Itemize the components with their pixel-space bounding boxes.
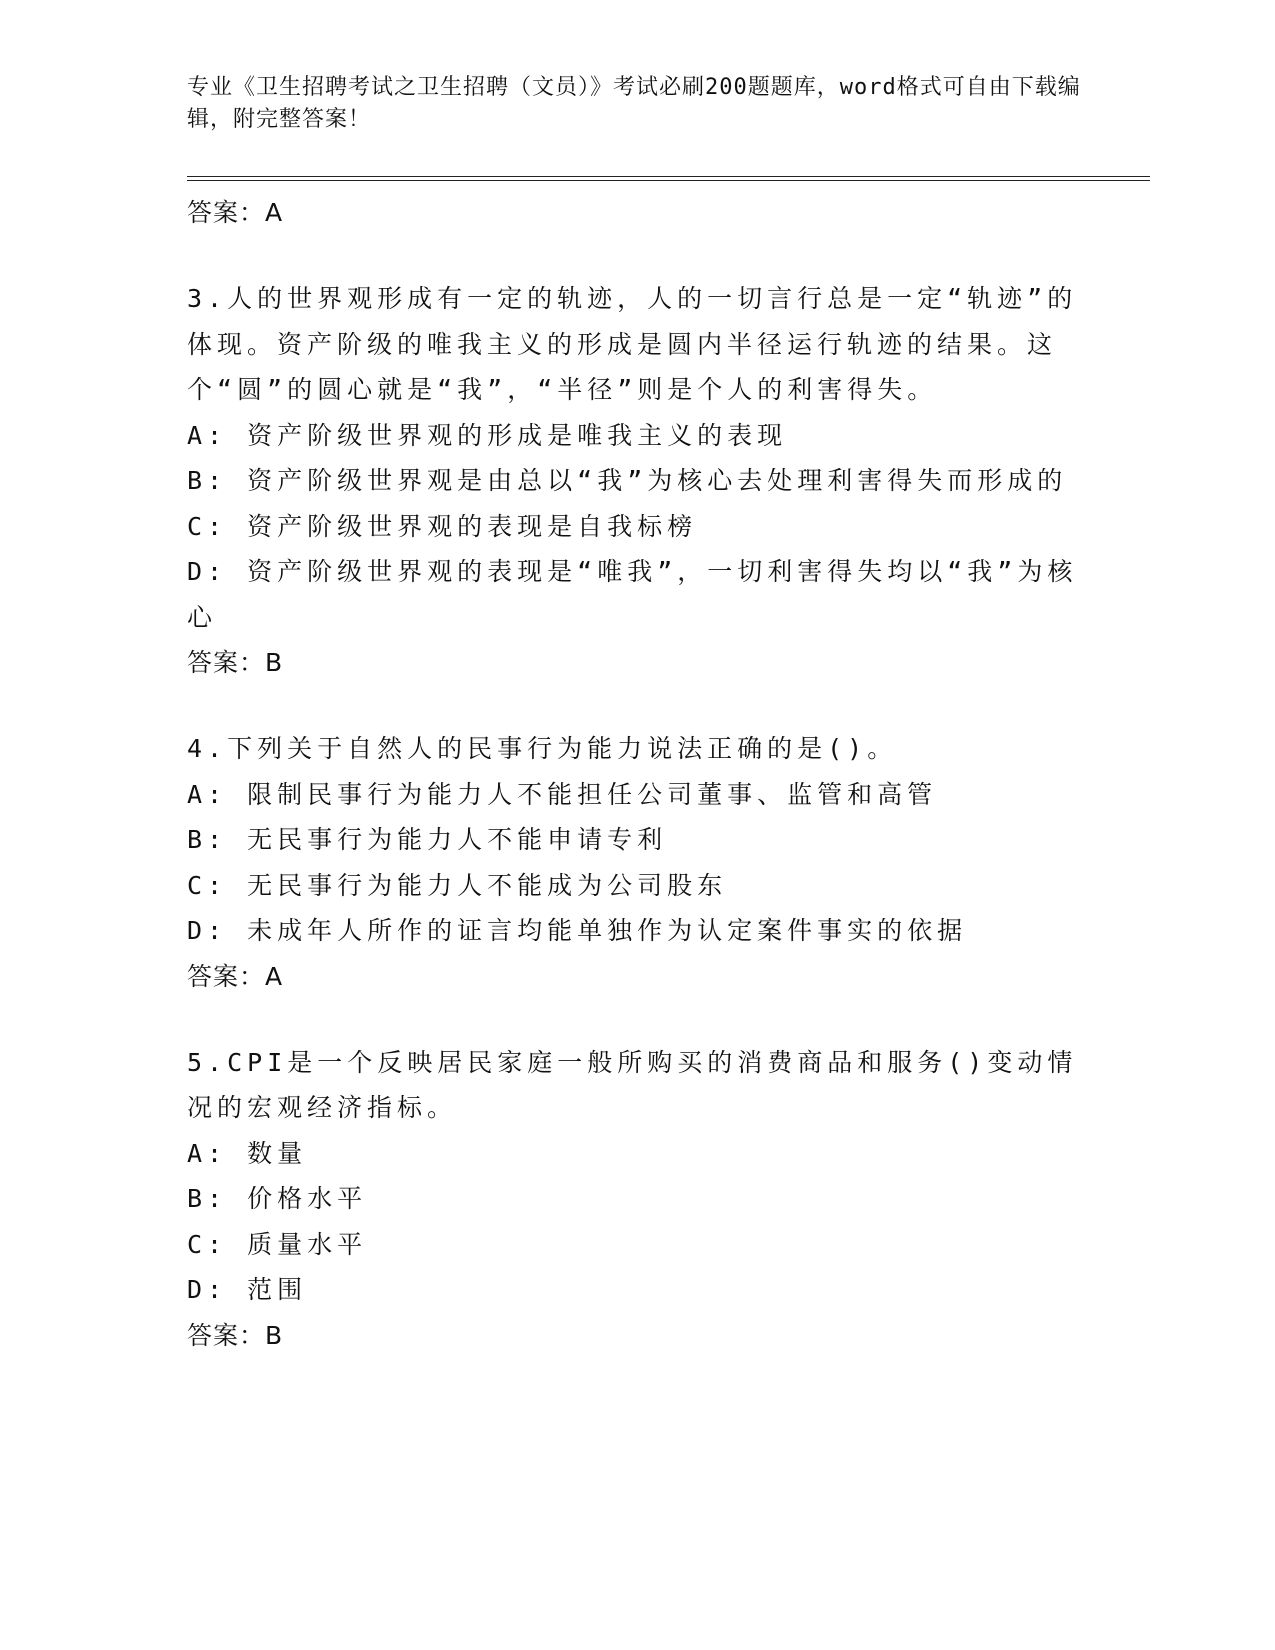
option-d: D: 资产阶级世界观的表现是“唯我”，一切利害得失均以“我”为核心 [187,557,1078,632]
question-item [187,276,1087,686]
question-list [187,190,1087,1359]
answer-line: 答案：B [187,648,284,677]
option-d: D: 范围 [187,1275,308,1304]
option-c: C: 质量水平 [187,1229,368,1259]
answer-line: 答案：B [187,1320,284,1350]
question-stem: 5.CPI是一个反映居民家庭一般所购买的消费商品和服务()变动情况的宏观经济指标。 [187,1047,1078,1122]
option-c: C: 资产阶级世界观的表现是自我标榜 [187,511,698,541]
question-stem: 3.人的世界观形成有一定的轨迹，人的一切言行总是一定“轨迹”的体现。资产阶级的唯我主义的形成是圆内半径运行轨迹的结果。这个“圆”的圆心就是“我”，“半径”则是个人的利害得失。 [187,284,1078,404]
option-b: B: 无民事行为能力人不能申请专利 [187,825,668,854]
option-d: D: 未成年人所作的证言均能单独作为认定案件事实的依据 [187,916,968,945]
question-item [187,726,1087,1000]
answer-line: 答案：A [187,961,284,991]
page-header: 专业《卫生招聘考试之卫生招聘（文员）》考试必刷200题题库，word格式可自由下载编辑，附完整答案！ [187,75,1081,132]
question-stem: 4.下列关于自然人的民事行为能力说法正确的是()。 [187,734,898,763]
option-b: B: 资产阶级世界观是由总以“我”为核心去处理利害得失而形成的 [187,466,1068,495]
option-a: A: 资产阶级世界观的形成是唯我主义的表现 [187,420,788,450]
option-b: B: 价格水平 [187,1184,368,1213]
header-divider [187,176,1150,181]
option-a: A: 数量 [187,1138,308,1168]
question-item [187,1040,1087,1359]
option-a: A: 限制民事行为能力人不能担任公司董事、监管和高管 [187,779,938,809]
option-c: C: 无民事行为能力人不能成为公司股东 [187,870,728,900]
answer-line: 答案：A [187,198,284,227]
